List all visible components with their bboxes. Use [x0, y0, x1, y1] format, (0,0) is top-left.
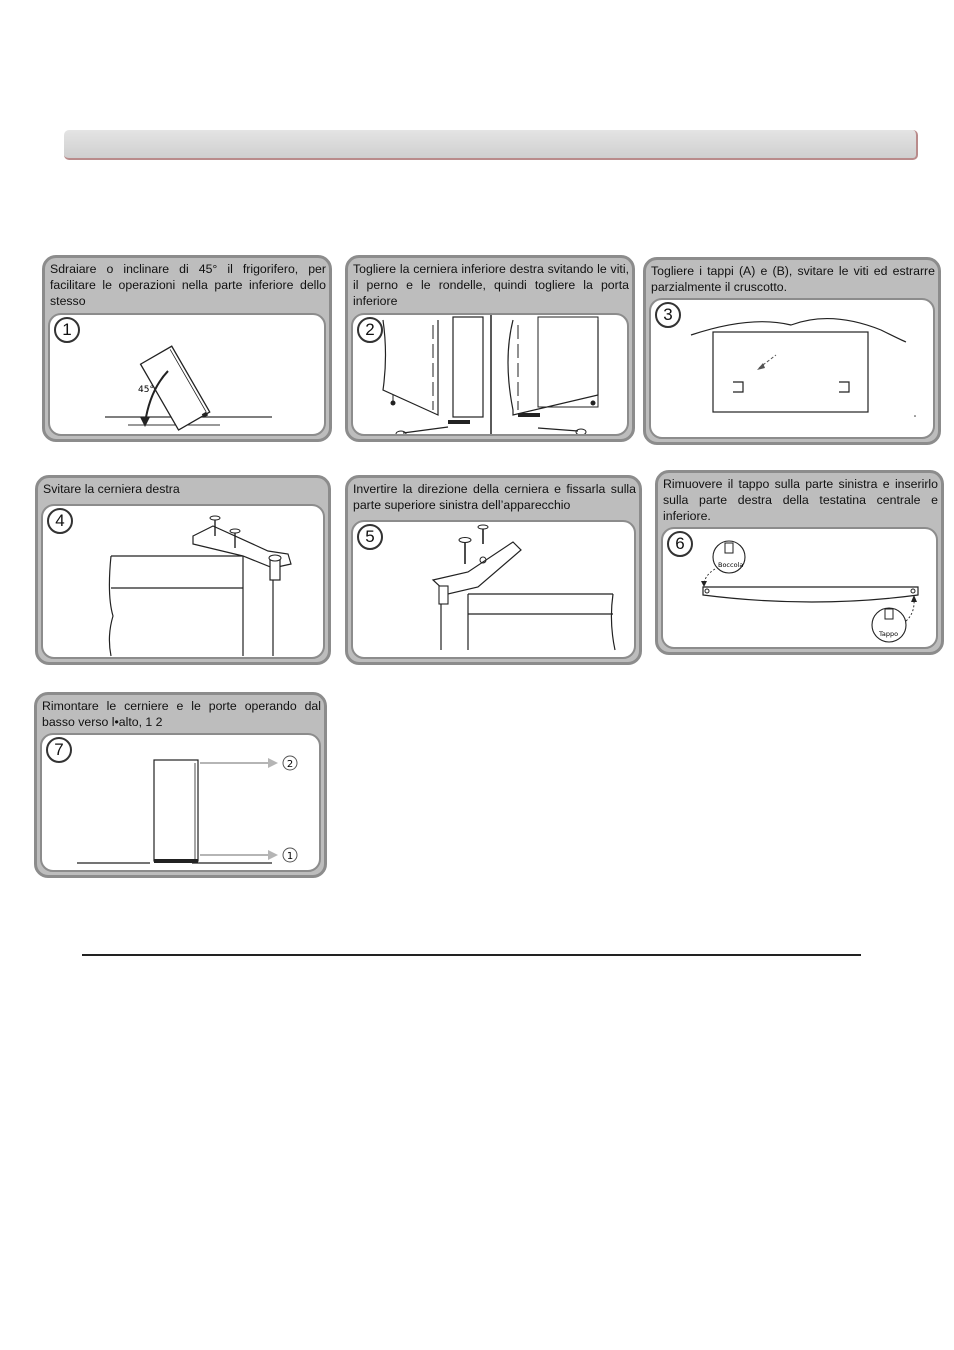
step-1-number: 1 [54, 317, 80, 343]
step-1-illustration [48, 313, 326, 436]
step-4-number: 4 [47, 508, 73, 534]
cap-swap-drawing [663, 529, 938, 649]
step-6-text: Rimuovere il tappo sulla parte sinistra e inserirlo sulla parte destra della testatina centrale e inferiore. [663, 477, 938, 523]
step-7-illustration [40, 733, 321, 872]
step-2-text: Togliere la cerniera inferiore destra svitando le viti, il perno e le rondelle, quindi togliere la porta inferiore [353, 262, 629, 308]
bushing-label: Boccola [718, 561, 744, 569]
step-6-panel [655, 470, 944, 655]
step-5-text: Invertire la direzione della cerniera e fissarla sulla parte superiore sinistra dell’apparecchio [353, 482, 636, 512]
hinge-reinstall-drawing [353, 522, 636, 659]
step-7-text: Rimontare le cerniere e le porte operando dal basso verso l•alto, 1 2 [42, 699, 321, 729]
step-4-text: Svitare la cerniera destra [43, 482, 180, 496]
bottom-rule [82, 954, 861, 956]
marker-2: 2 [286, 759, 294, 770]
step-6-number: 6 [667, 531, 693, 557]
step-3-text: Togliere i tappi (A) e (B), svitare le viti ed estrarre parzialmente il cruscotto. [651, 264, 935, 294]
step-1-text: Sdraiare o inclinare di 45° il frigorifero, per facilitare le operazioni nella parte inferiore dello stesso [50, 262, 326, 308]
section-header-bar [64, 130, 918, 160]
step-5-panel [345, 475, 642, 665]
dashboard-panel-drawing [651, 300, 935, 439]
step-2-panel [345, 255, 635, 442]
step-7-number: 7 [46, 737, 72, 763]
step-4-illustration [41, 504, 325, 659]
angle-label: 45° [138, 385, 154, 395]
reassembly-drawing [42, 735, 321, 872]
step-3-illustration [649, 298, 935, 439]
step-7-panel [34, 692, 327, 878]
marker-1: 1 [286, 851, 294, 862]
fridge-tilt-drawing [50, 315, 326, 436]
step-2-illustration [351, 313, 629, 436]
step-3-number: 3 [655, 302, 681, 328]
step-5-number: 5 [357, 524, 383, 550]
step-5-illustration [351, 520, 636, 659]
right-hinge-drawing [43, 506, 325, 659]
step-6-illustration [661, 527, 938, 649]
hinge-removal-drawing [353, 315, 629, 436]
cap-label: Tappo [879, 630, 899, 638]
step-2-number: 2 [357, 317, 383, 343]
step-1-panel [42, 255, 332, 442]
step-4-panel [35, 475, 331, 665]
step-3-panel [643, 257, 941, 445]
